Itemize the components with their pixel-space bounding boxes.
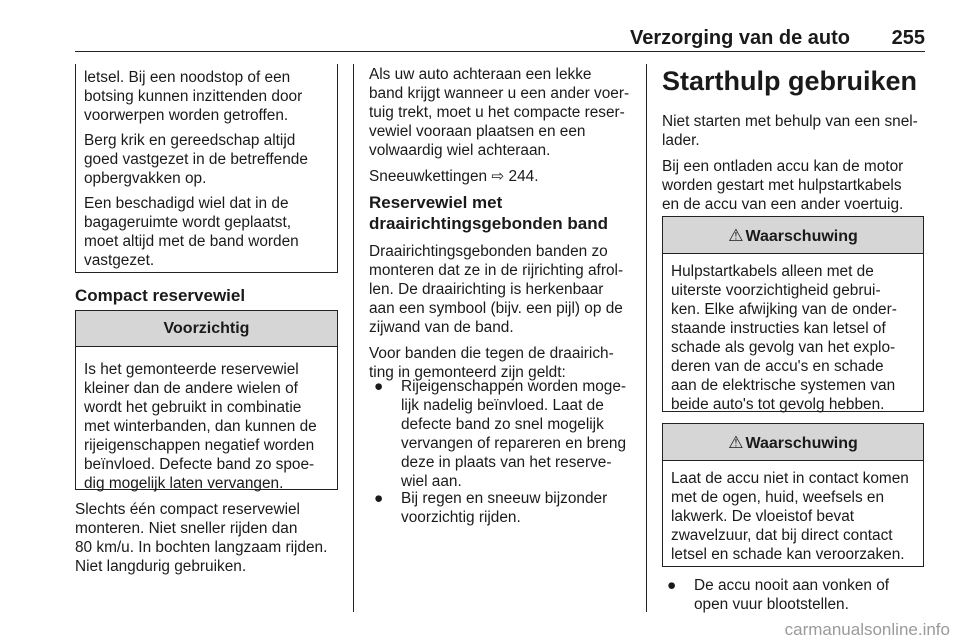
intro-line: band krijgt wanneer u een ander voer- bbox=[369, 85, 630, 102]
section-heading-directional-spare: draairichtingsgebonden band bbox=[369, 214, 608, 233]
para-line: ting in gemonteerd zijn geldt: bbox=[369, 364, 566, 381]
warning-line: schade als gevolg van het explo- bbox=[671, 339, 896, 356]
warning-line: Hulpstartkabels alleen met de bbox=[671, 263, 874, 280]
bullet-item-rain bbox=[374, 489, 644, 529]
box-line: Een beschadigd wiel dat in de bbox=[84, 195, 289, 212]
box-line: goed vastgezet in de betreffende bbox=[84, 151, 308, 168]
caution-line: kleiner dan de andere wielen of bbox=[84, 380, 298, 397]
warning-triangle-icon: ⚠ bbox=[728, 433, 744, 452]
warning-line: zwavelzuur, dat bij direct contact bbox=[671, 527, 893, 544]
bullet-line: open vuur blootstellen. bbox=[694, 596, 849, 613]
box-line: vastgezet. bbox=[84, 252, 155, 269]
bullet-dot: ● bbox=[374, 378, 384, 395]
bullet-line: vervangen of repareren en breng bbox=[401, 435, 627, 452]
intro-line: volwaardig wiel achteraan. bbox=[369, 142, 551, 159]
body-line: Niet langdurig gebruiken. bbox=[75, 558, 247, 575]
body-line: monteren. Niet sneller rijden dan bbox=[75, 520, 298, 537]
para-line: worden gestart met hulpstartkabels bbox=[662, 177, 902, 194]
para-line: Bij een ontladen accu kan de motor bbox=[662, 158, 904, 175]
body-line: Slechts één compact reservewiel bbox=[75, 501, 300, 518]
warning-line: aan de elektrische systemen van bbox=[671, 377, 896, 394]
box-line: Berg krik en gereedschap altijd bbox=[84, 132, 296, 149]
watermark: carmanualsonline.info bbox=[784, 620, 950, 639]
column-divider-2 bbox=[646, 64, 647, 612]
caution-title: Voorzichtig bbox=[76, 311, 337, 347]
bullet-line: De accu nooit aan vonken of bbox=[694, 577, 890, 594]
warning-line: ken. Elke afwijking van de onder- bbox=[671, 301, 897, 318]
running-header-title: Verzorging van de auto bbox=[629, 27, 850, 49]
page-number: 255 bbox=[891, 27, 925, 49]
warning-line: deren van de accu's en schade bbox=[671, 358, 884, 375]
para-line: zijwand van de band. bbox=[369, 319, 514, 336]
warning-title: Waarschuwing bbox=[745, 435, 858, 452]
bullet-line: deze in plaats van het reserve- bbox=[401, 454, 612, 471]
section-heading-compact-spare: Compact reservewiel bbox=[75, 286, 246, 305]
warning-line: beide auto's tot gevolg hebben. bbox=[671, 396, 885, 413]
bullet-item-sparks bbox=[667, 576, 937, 616]
caution-box bbox=[75, 310, 338, 490]
continued-warning-box bbox=[75, 64, 338, 273]
bullet-dot: ● bbox=[667, 577, 677, 594]
box-line: opbergvakken op. bbox=[84, 170, 207, 187]
warning-triangle-icon: ⚠ bbox=[728, 226, 744, 245]
caution-line: beïnvloed. Defecte band zo spoe- bbox=[84, 456, 315, 473]
box-line: moet altijd met de band worden bbox=[84, 233, 299, 250]
warning-line: staande instructies kan letsel of bbox=[671, 320, 886, 337]
header-rule bbox=[75, 51, 925, 52]
body-line: 80 km/u. In bochten langzaam rijden. bbox=[75, 539, 328, 556]
column-divider-1 bbox=[353, 64, 354, 612]
intro-line: tuig trekt, moet u het compacte reser- bbox=[369, 104, 625, 121]
caution-line: dig mogelijk laten vervangen. bbox=[84, 475, 284, 492]
section-heading-jump-start: Starthulp gebruiken bbox=[662, 66, 918, 96]
para-line: en de accu van een ander voertuig. bbox=[662, 196, 904, 213]
warning-line: uiterste voorzichtigheid gebrui- bbox=[671, 282, 881, 299]
caution-line: Is het gemonteerde reservewiel bbox=[84, 361, 299, 378]
para-line: len. De draairichting is herkenbaar bbox=[369, 281, 604, 298]
warning-line: met de ogen, huid, weefsels en bbox=[671, 489, 885, 506]
para-line: lader. bbox=[662, 132, 700, 149]
box-line: voorwerpen worden getroffen. bbox=[84, 107, 289, 124]
snow-chain-reference[interactable]: Sneeuwkettingen ⇨ 244. bbox=[369, 168, 539, 185]
box-line: bagageruimte wordt geplaatst, bbox=[84, 214, 292, 231]
box-line: letsel. Bij een noodstop of een bbox=[84, 69, 291, 86]
bullet-line: Rijeigenschappen worden moge- bbox=[401, 378, 627, 395]
warning-box-2 bbox=[662, 423, 924, 567]
warning-line: lakwerk. De vloeistof bevat bbox=[671, 508, 855, 525]
para-line: Niet starten met behulp van een snel- bbox=[662, 113, 918, 130]
warning-title: Waarschuwing bbox=[745, 228, 858, 245]
section-heading-directional-spare: Reservewiel met bbox=[369, 193, 503, 212]
para-line: Voor banden die tegen de draairich- bbox=[369, 345, 614, 362]
bullet-line: Bij regen en sneeuw bijzonder bbox=[401, 490, 608, 507]
caution-line: met winterbanden, dan kunnen de bbox=[84, 418, 317, 435]
bullet-line: defecte band zo snel mogelijk bbox=[401, 416, 604, 433]
bullet-item-handling bbox=[374, 377, 644, 491]
warning-line: letsel en schade kan veroorzaken. bbox=[671, 546, 905, 563]
bullet-line: lijk nadelig beïnvloed. Laat de bbox=[401, 397, 604, 414]
warning-box-1 bbox=[662, 216, 924, 412]
para-line: Draairichtingsgebonden banden zo bbox=[369, 243, 608, 260]
caution-line: wordt het gebruikt in combinatie bbox=[84, 399, 302, 416]
caution-line: rijeigenschappen negatief worden bbox=[84, 437, 315, 454]
bullet-line: voorzichtig rijden. bbox=[401, 509, 521, 526]
bullet-dot: ● bbox=[374, 490, 384, 507]
para-line: aan een symbool (bijv. een pijl) op de bbox=[369, 300, 623, 317]
intro-line: vewiel vooraan plaatsen en een bbox=[369, 123, 586, 140]
bullet-line: wiel aan. bbox=[401, 473, 462, 490]
para-line: monteren dat ze in de rijrichting afrol- bbox=[369, 262, 624, 279]
warning-line: Laat de accu niet in contact komen bbox=[671, 470, 909, 487]
intro-line: Als uw auto achteraan een lekke bbox=[369, 66, 592, 83]
box-line: botsing kunnen inzittenden door bbox=[84, 88, 303, 105]
